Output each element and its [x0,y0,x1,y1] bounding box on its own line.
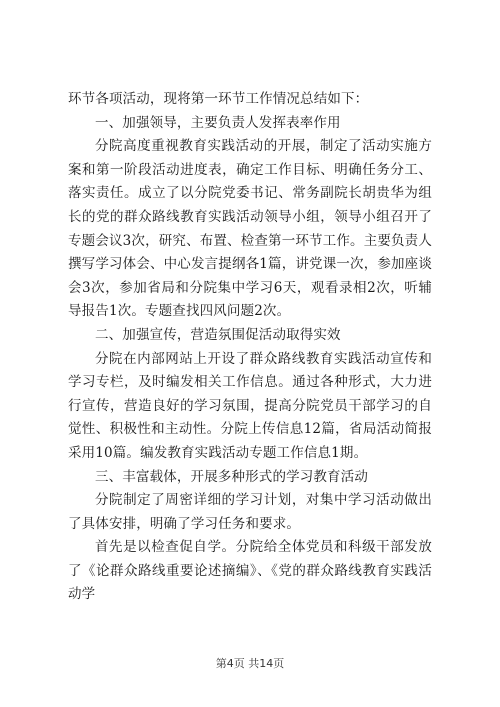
heading-section-2: 二、加强宣传，营造氛围促活动取得实效 [95,326,341,343]
paragraph-section-1: 分院高度重视教育实践活动的开展，制定了活动实施方案和第一阶段活动进度表，确定工作目标、明确任务分工、落实责任。成立了以分院党委书记、常务副院长胡贵华为组长的党的群众路线教育实践活动领导小组，领导小组召开了专题会议3次，研究、布置、检查第一环节工作。主要负责人撰写学习体会、中心发言提纲各1篇，讲党课一次，参加座谈会3次，参加省局和分院集中学习6天，观看录相2次，听辅导报告1次。专题查找四风问题2次。 [68,138,432,320]
paragraph-section-2: 分院在内部网站上开设了群众路线教育实践活动宣传和学习专栏，及时编发相关工作信息。通过各种形式，大力进行宣传，营造良好的学习氛围，提高分院党员干部学习的自觉性、积极性和主动性。分院上传信息12篇，省局活动简报采用10篇。编发教育实践活动专题工作信息1期。 [68,350,432,461]
paragraph-section-3: 分院制定了周密详细的学习计划，对集中学习活动做出了具体安排，明确了学习任务和要求。 [68,492,432,532]
page-number-footer: 第4页 共14页 [215,657,285,670]
heading-section-3: 三、丰富载体，开展多种形式的学习教育活动 [95,468,368,485]
paragraph-intro: 环节各项活动，现将第一环节工作情况总结如下： [68,91,369,107]
paragraph-self-study: 首先是以检查促自学。分院给全体党员和科级干部发放了《论群众路线重要论述摘编》、《党的群众路线教育实践活动学 [68,539,432,603]
heading-section-1: 一、加强领导，主要负责人发挥表率作用 [95,114,341,131]
document-body [68,88,432,607]
